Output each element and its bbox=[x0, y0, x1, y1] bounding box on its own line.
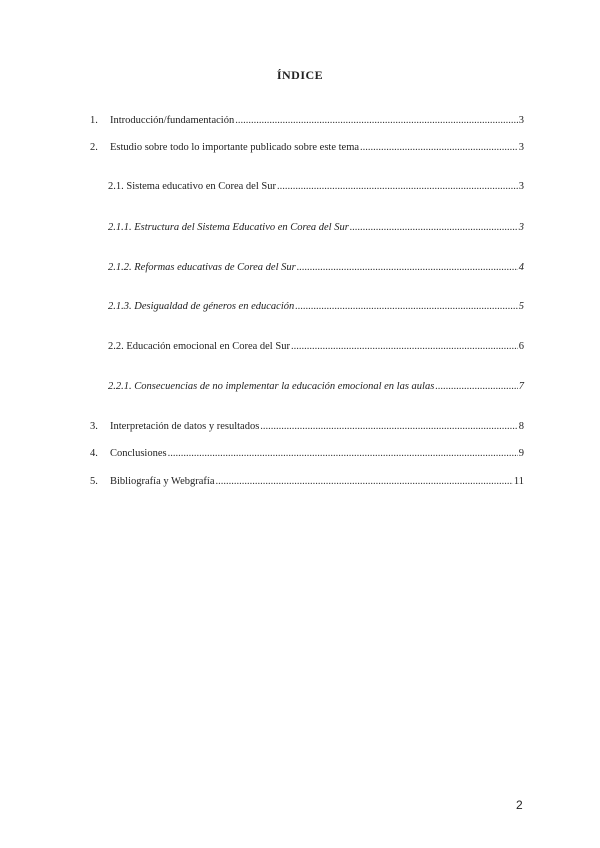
toc-leader-dots bbox=[435, 380, 517, 394]
toc-entry-2[interactable] bbox=[90, 141, 524, 155]
toc-entry-label: 2.1.2. Reformas educativas de Corea del Sur bbox=[108, 262, 296, 273]
toc-entry-label: Conclusiones bbox=[110, 448, 167, 459]
toc-entry-2-2[interactable] bbox=[108, 340, 524, 354]
toc-entry-label: 2.2.1. Consecuencias de no implementar la educación emocional en las aulas bbox=[108, 381, 435, 392]
toc-entry-number: 2. bbox=[90, 142, 98, 153]
toc-leader-dots bbox=[291, 340, 518, 354]
toc-entry-label: Bibliografía y Webgrafía bbox=[110, 476, 215, 487]
toc-entry-page: 3 bbox=[518, 142, 524, 153]
toc-entry-2-1-1[interactable] bbox=[108, 221, 524, 235]
toc-entry-page: 5 bbox=[518, 301, 524, 312]
toc-entry-number: 4. bbox=[90, 448, 98, 459]
toc-entry-number: 1. bbox=[90, 115, 98, 126]
toc-entry-page: 9 bbox=[518, 448, 524, 459]
toc-entry-label: 2.2. Educación emocional en Corea del Sur bbox=[108, 341, 290, 352]
toc-entry-number: 3. bbox=[90, 421, 98, 432]
toc-entry-number: 5. bbox=[90, 476, 98, 487]
toc-entry-label: 2.1.1. Estructura del Sistema Educativo en Corea del Sur bbox=[108, 222, 349, 233]
toc-entry-2-1-3[interactable] bbox=[108, 300, 524, 314]
toc-entry-page: 3 bbox=[518, 222, 524, 233]
toc-entry-label: Interpretación de datos y resultados bbox=[110, 421, 260, 432]
toc-entry-2-1[interactable] bbox=[108, 180, 524, 194]
toc-leader-dots bbox=[260, 420, 517, 434]
toc-leader-dots bbox=[350, 221, 518, 235]
toc-leader-dots bbox=[235, 114, 518, 128]
toc-leader-dots bbox=[295, 300, 518, 314]
toc-entry-label: Estudio sobre todo lo importante publicado sobre este tema bbox=[110, 142, 360, 153]
toc-entry-2-2-1[interactable] bbox=[108, 380, 524, 394]
toc-entry-page: 7 bbox=[518, 381, 524, 392]
toc-entry-page: 8 bbox=[518, 421, 524, 432]
toc-entry-page: 3 bbox=[518, 181, 524, 192]
toc-entry-label: 2.1.3. Desigualdad de géneros en educación bbox=[108, 301, 295, 312]
toc-entry-page: 4 bbox=[518, 262, 524, 273]
toc-leader-dots bbox=[277, 180, 518, 194]
toc-entry-5[interactable] bbox=[90, 475, 524, 489]
toc-entry-page: 11 bbox=[513, 476, 524, 487]
toc-entry-1[interactable] bbox=[90, 114, 524, 128]
toc-entry-page: 6 bbox=[518, 341, 524, 352]
page-number: 2 bbox=[516, 798, 523, 812]
toc-entry-label: 2.1. Sistema educativo en Corea del Sur bbox=[108, 181, 276, 192]
toc-entry-2-1-2[interactable] bbox=[108, 261, 524, 275]
toc-entry-3[interactable] bbox=[90, 420, 524, 434]
toc-entry-4[interactable] bbox=[90, 447, 524, 461]
toc-leader-dots bbox=[297, 261, 518, 275]
toc-leader-dots bbox=[168, 447, 518, 461]
index-title: ÍNDICE bbox=[276, 68, 324, 82]
toc-entry-label: Introducción/fundamentación bbox=[110, 115, 235, 126]
toc-leader-dots bbox=[216, 475, 513, 489]
toc-entry-page: 3 bbox=[518, 115, 524, 126]
toc-leader-dots bbox=[360, 141, 518, 155]
